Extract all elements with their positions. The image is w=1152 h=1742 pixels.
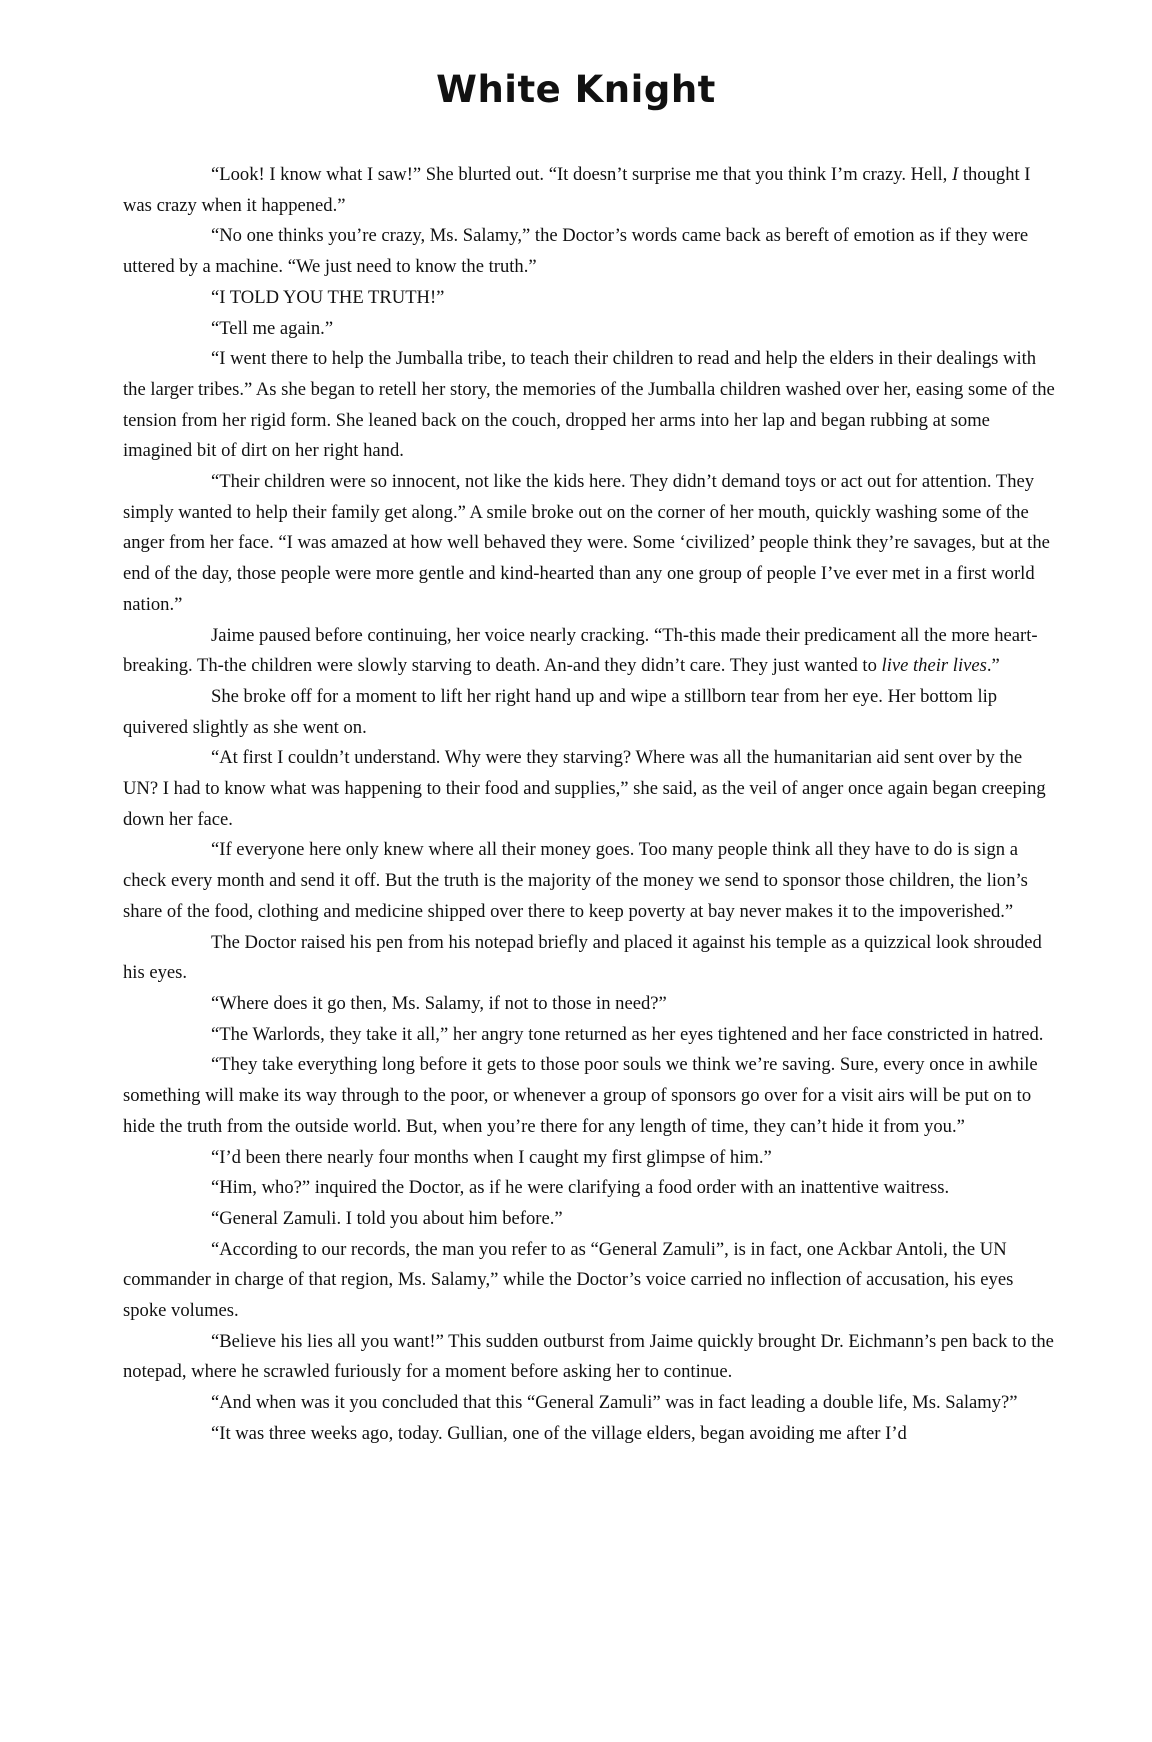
- story-paragraph: [123, 1419, 1057, 1450]
- paragraph-text: The Doctor raised his pen from his notepad briefly and placed it against his temple as a quizzical look shrouded his eyes.: [123, 931, 1042, 984]
- paragraph-text: “They take everything long before it gets to those poor souls we think we’re saving. Sure, every once in awhile something will make its way through to the poor, or whenever a group of sponsors go over for a visit airs will be put on to hide the truth from the outside world. But, when you’re there for any length of time, they can’t hide it from you.”: [123, 1054, 1038, 1137]
- paragraph-text: “I went there to help the Jumballa tribe, to teach their children to read and help the elders in their dealings with the larger tribes.” As she began to retell her story, the memories of the Jumballa children washed over her, easing some of the tension from her rigid form. She leaned back on the couch, dropped her arms into her lap and began rubbing at some imagined bit of dirt on her right hand.: [123, 348, 1055, 462]
- story-paragraph: [123, 743, 1057, 835]
- paragraph-text: “I TOLD YOU THE TRUTH!”: [211, 286, 445, 308]
- story-paragraph: [123, 1327, 1057, 1388]
- page-title: White Knight: [436, 68, 716, 111]
- story-paragraph: [123, 160, 1057, 221]
- story-paragraph: [123, 928, 1057, 989]
- story-paragraph: [123, 835, 1057, 927]
- story-paragraph: [123, 1143, 1057, 1174]
- paragraph-text: “And when was it you concluded that this “General Zamuli” was in fact leading a double life, Ms. Salamy?”: [211, 1392, 1018, 1414]
- paragraph-text: “The Warlords, they take it all,” her angry tone returned as her eyes tightened and her face constricted in hatred.: [211, 1023, 1044, 1045]
- paragraph-text: “Look! I know what I saw!” She blurted out. “It doesn’t surprise me that you think I’m crazy. Hell,: [211, 164, 952, 185]
- paragraph-text: Jaime paused before continuing, her voice nearly cracking. “Th-this made their predicament all the more heart-breaking. Th-the children were slowly starving to death. An-and they didn’t care. They just wanted to: [123, 624, 1038, 677]
- paragraph-text: “Where does it go then, Ms. Salamy, if not to those in need?”: [211, 992, 667, 1014]
- story-paragraph: [123, 989, 1057, 1020]
- paragraph-text: “It was three weeks ago, today. Gullian, one of the village elders, began avoiding me after I’d: [211, 1422, 907, 1444]
- paragraph-text: She broke off for a moment to lift her right hand up and wipe a stillborn tear from her eye. Her bottom lip quivered slightly as she went on.: [123, 685, 998, 738]
- paragraph-text: “I’d been there nearly four months when I caught my first glimpse of him.”: [211, 1146, 772, 1168]
- story-paragraph: [123, 283, 1057, 314]
- story-paragraph: [123, 1388, 1057, 1419]
- paragraph-text: “If everyone here only knew where all their money goes. Too many people think all they have to do is sign a check every month and send it off. But the truth is the majority of the money we send to sponsor those children, the lion’s share of the food, clothing and medicine shipped over there to keep poverty at bay never makes it to the impoverished.”: [123, 839, 1028, 922]
- story-paragraph: [123, 682, 1057, 743]
- story-paragraph: [123, 1204, 1057, 1235]
- story-paragraph: [123, 1235, 1057, 1327]
- paragraph-text: “No one thinks you’re crazy, Ms. Salamy,” the Doctor’s words came back as bereft of emotion as if they were uttered by a machine. “We just need to know the truth.”: [123, 225, 1029, 278]
- paragraph-text: “Him, who?” inquired the Doctor, as if he were clarifying a food order with an inattentive waitress.: [211, 1177, 950, 1199]
- paragraph-text: “At first I couldn’t understand. Why were they starving? Where was all the humanitarian aid sent over by the UN? I had to know what was happening to their food and supplies,” she said, as the veil of anger once again began creeping down her face.: [123, 747, 1046, 830]
- story-paragraph: [123, 314, 1057, 345]
- paragraph-text: “Their children were so innocent, not like the kids here. They didn’t demand toys or act out for attention. They simply wanted to help their family get along.” A smile broke out on the corner of her mouth, quickly washing some of the anger from her face. “I was amazed at how well behaved they were. Some ‘civilized’ people think they’re savages, but at the end of the day, those people were more gentle and kind-hearted than any one group of people I’ve ever met in a first world nation.”: [123, 471, 1050, 615]
- story-paragraph: [123, 1020, 1057, 1051]
- paragraph-text: “Tell me again.”: [211, 317, 334, 339]
- emphasized-text: live their lives: [881, 655, 987, 677]
- story-text: [123, 160, 1057, 1450]
- paragraph-text: “Believe his lies all you want!” This sudden outburst from Jaime quickly brought Dr. Eichmann’s pen back to the notepad, where he scrawled furiously for a moment before asking her to continue.: [123, 1330, 1054, 1383]
- paragraph-text: thought I was crazy when it happened.”: [123, 164, 1031, 216]
- story-paragraph: [123, 467, 1057, 621]
- paragraph-text: .”: [986, 655, 1000, 677]
- story-paragraph: [123, 1050, 1057, 1142]
- story-paragraph: [123, 621, 1057, 682]
- story-paragraph: [123, 1173, 1057, 1204]
- paragraph-text: “According to our records, the man you refer to as “General Zamuli”, is in fact, one Ackbar Antoli, the UN commander in charge of that region, Ms. Salamy,” while the Doctor’s voice carried no inflection of accusation, his eyes spoke volumes.: [123, 1238, 1014, 1322]
- story-paragraph: [123, 221, 1057, 282]
- paragraph-text: “General Zamuli. I told you about him before.”: [211, 1207, 563, 1229]
- story-paragraph: [123, 344, 1057, 467]
- emphasized-text: I: [951, 164, 959, 185]
